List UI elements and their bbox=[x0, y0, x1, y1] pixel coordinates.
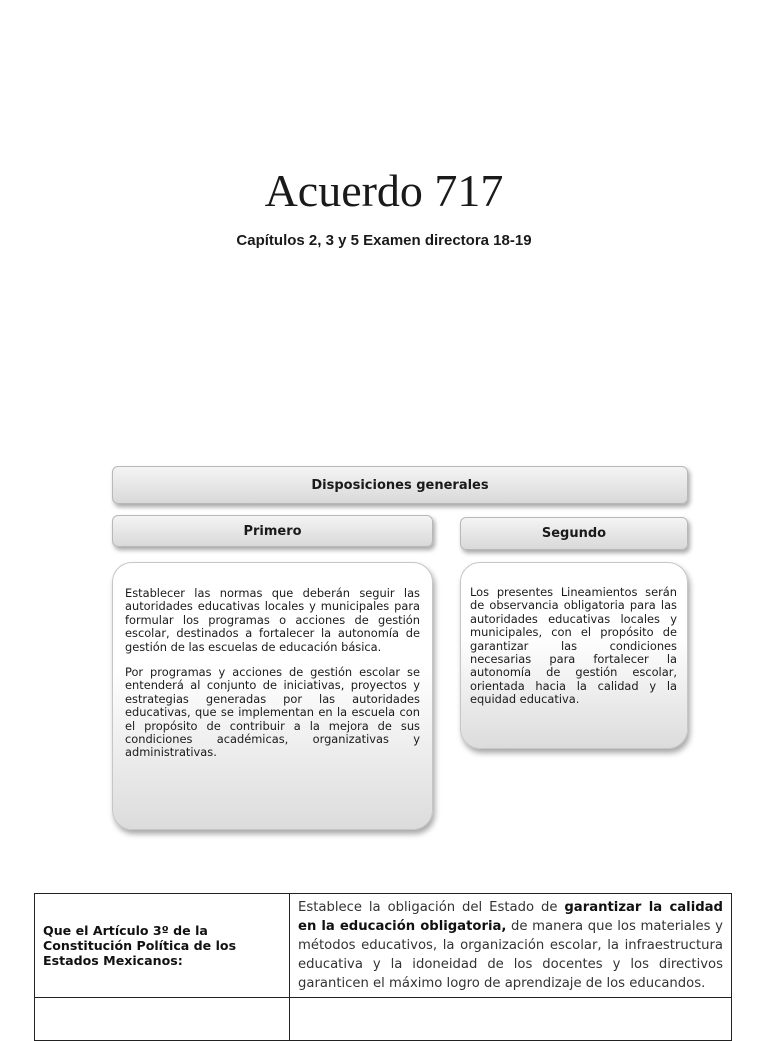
first-section-label: Primero bbox=[243, 523, 302, 539]
constitution-table bbox=[34, 893, 732, 1041]
table-row bbox=[35, 998, 732, 1041]
table-row-label: Que el Artículo 3º de la Constitución Política de los Estados Mexicanos: bbox=[35, 894, 290, 998]
table-row bbox=[35, 894, 732, 998]
table-row-text-2: de manera que los materiales y métodos educativos, la organización escolar, la infraestructura educativa y la idoneidad de los docentes y los directivos garanticen el máximo logro de aprendizaje de los educandos. bbox=[298, 919, 723, 991]
diagram-header-label: Disposiciones generales bbox=[311, 477, 489, 493]
second-section-box bbox=[460, 517, 688, 550]
second-section-content bbox=[460, 562, 688, 749]
table-row-text-1: Establece la obligación del Estado de bbox=[298, 900, 565, 915]
first-section-content bbox=[112, 562, 433, 830]
first-section-box bbox=[112, 515, 433, 547]
table-row-bold-text: garantizar la calidad en la educación obligatoria, bbox=[298, 900, 723, 934]
document-subtitle: Capítulos 2, 3 y 5 Examen directora 18-19 bbox=[236, 232, 532, 249]
table-row-value-empty bbox=[290, 998, 732, 1041]
diagram-header-box bbox=[112, 466, 688, 504]
table-row-label-empty bbox=[35, 998, 290, 1041]
first-section-paragraph-1: Establecer las normas que deberán seguir las autoridades educativas locales y municipales para formular los programas o acciones de gestión escolar, destinados a fortalecer la autonomía de gestión de las escuelas de educación básica. bbox=[125, 586, 420, 654]
second-section-label: Segundo bbox=[541, 526, 607, 541]
first-section-paragraph-2: Por programas y acciones de gestión escolar se entenderá al conjunto de iniciativas, proyectos y estrategias generadas por las autoridades educativas, que se implementan en la escuela con el propósito de contribuir a la mejora de sus condiciones académicas, organizativas y administrativas. bbox=[125, 665, 420, 760]
table-row-value bbox=[290, 894, 732, 998]
second-section-paragraph: Los presentes Lineamientos serán de observancia obligatoria para las autoridades educativas locales y municipales, con el propósito de garantizar las condiciones necesarias para fortalecer la autonomía de gestión escolar, orientada hacia la calidad y la equidad educativa. bbox=[470, 585, 677, 707]
document-title: Acuerdo 717 bbox=[264, 165, 504, 216]
